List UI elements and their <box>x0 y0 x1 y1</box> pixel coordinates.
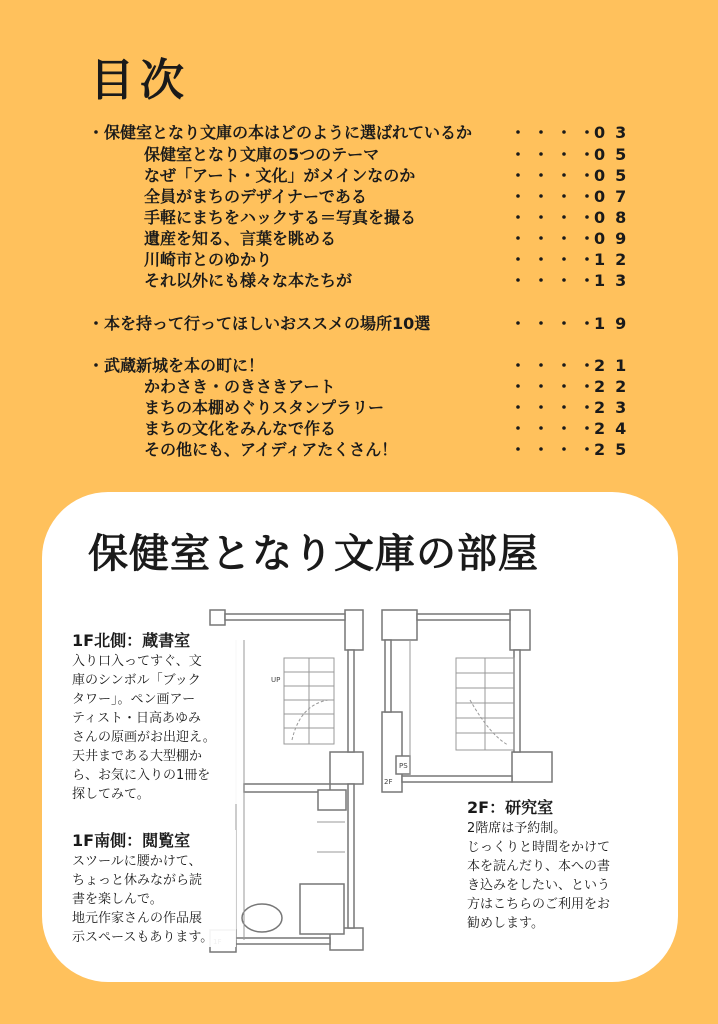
floor-plan-wall <box>348 650 354 752</box>
toc-leader-dots: ・・・・ <box>510 250 603 269</box>
toc-page-number: 13 <box>594 271 637 290</box>
toc-page-number: 05 <box>594 145 637 164</box>
floor-plan-column <box>512 752 552 782</box>
toc-leader-dots: ・・・・ <box>510 187 603 206</box>
floor-plan-wall <box>417 614 510 620</box>
toc-entry-label: それ以外にも様々な本たちが <box>144 271 353 290</box>
toc-leader-dots: ・・・・ <box>510 377 603 396</box>
floor-plan-wall <box>402 776 512 782</box>
room-note-body: 2階席は予約制。 じっくりと時間をかけて 本を読んだり、本への書 き込みをしたい、という 方はこちらのご利用をお 勧めします。 <box>467 821 611 931</box>
toc-page-number: 12 <box>594 250 637 269</box>
floor-plan-fixture <box>300 884 344 934</box>
room-heading: 保健室となり文庫の部屋 <box>88 531 539 577</box>
toc-page-number: 21 <box>594 356 637 375</box>
toc-page-number: 19 <box>594 314 637 333</box>
toc-leader-dots: ・・・・ <box>510 166 603 185</box>
toc-entry-label: まちの本棚めぐりスタンプラリー <box>144 398 385 417</box>
toc-page-number: 09 <box>594 229 637 248</box>
floor-plan-column <box>382 610 417 640</box>
toc-page-number: 22 <box>594 377 637 396</box>
room-note-2f <box>467 797 642 933</box>
room-note-body: 入り口入ってすぐ、文 庫のシンボル「ブック タワー」。ペン画アー ティスト・日高あゆみ さんの原画がお出迎え。 天井まである大型棚か ら、お気に入りの1冊を 探してみて。 <box>72 654 216 802</box>
toc-title: 目次 <box>90 55 190 106</box>
floor-plan-wall <box>236 938 330 944</box>
toc-leader-dots: ・・・・ <box>510 440 603 459</box>
toc-entry-label: ・本を持って行ってほしいおススメの場所10選 <box>88 314 431 333</box>
floor-plan-wall <box>225 614 345 620</box>
toc-entry-label: 手軽にまちをハックする＝写真を撮る <box>144 208 417 227</box>
toc-page-number: 25 <box>594 440 637 459</box>
floor-plan-wall <box>244 784 330 792</box>
floor-plan-toilet <box>242 904 282 932</box>
stair-path <box>292 700 328 740</box>
toc-page-number: 24 <box>594 419 637 438</box>
room-note-title: 1F南側：閲覧室 <box>72 831 191 850</box>
toc-entry-label: まちの文化をみんなで作る <box>144 419 337 438</box>
floor-plan-column <box>210 610 225 625</box>
toc-entry-label: かわさき・のきさきアート <box>144 377 336 396</box>
toc-leader-dots: ・・・・ <box>510 229 603 248</box>
toc-leader-dots: ・・・・ <box>510 419 603 438</box>
room-note-title: 2F：研究室 <box>467 798 554 817</box>
toc-page-number: 07 <box>594 187 637 206</box>
stair-path <box>470 700 508 745</box>
toc-entry-label: 川崎市とのゆかり <box>144 250 273 269</box>
floor-plan-wall <box>348 784 354 928</box>
floor-plan-sink <box>318 790 346 810</box>
toc-leader-dots: ・・・・ <box>510 398 603 417</box>
toc-entry-label: 遺産を知る、言葉を眺める <box>144 229 337 248</box>
room-note-1f-south <box>72 830 236 947</box>
room-note-1f-north <box>72 630 240 804</box>
floor-plan-column <box>345 610 363 650</box>
toc-entry-label: ・保健室となり文庫の本はどのように選ばれているか <box>88 123 473 142</box>
toc-entry-label: その他にも、アイディアたくさん！ <box>144 440 398 459</box>
toc-leader-dots: ・・・・ <box>510 145 603 164</box>
toc-leader-dots: ・・・・ <box>510 271 603 290</box>
floor-plan-column <box>510 610 530 650</box>
toc-leader-dots: ・・・・ <box>510 208 603 227</box>
toc-page-number: 05 <box>594 166 637 185</box>
floor-plan-ps-label: PS <box>399 762 408 770</box>
toc-page-number: 03 <box>594 123 637 142</box>
floor-plan-wall <box>514 650 520 752</box>
room-note-title: 1F北側：蔵書室 <box>72 631 191 650</box>
toc-page-number: 08 <box>594 208 637 227</box>
toc-entry-label: ・武蔵新城を本の町に！ <box>88 356 265 375</box>
toc-entry-label: 保健室となり文庫の5つのテーマ <box>144 145 380 164</box>
room-note-body: スツールに腰かけて、 ちょっと休みながら読 書を楽しんで。 地元作家さんの作品展 示スペースもあります。 <box>72 854 214 945</box>
floor-plan-column <box>330 752 363 784</box>
toc-entry-label: 全員がまちのデザイナーである <box>144 187 367 206</box>
toc-leader-dots: ・・・・ <box>510 123 603 142</box>
toc-leader-dots: ・・・・ <box>510 314 603 333</box>
floor-plan-up-label: UP <box>271 676 281 684</box>
toc-entry-label: なぜ「アート・文化」がメインなのか <box>144 166 416 185</box>
floor-plan-wall <box>385 640 391 712</box>
toc-leader-dots: ・・・・ <box>510 356 603 375</box>
toc-page-number: 23 <box>594 398 637 417</box>
floor-plan-2f-label: 2F <box>384 778 393 786</box>
